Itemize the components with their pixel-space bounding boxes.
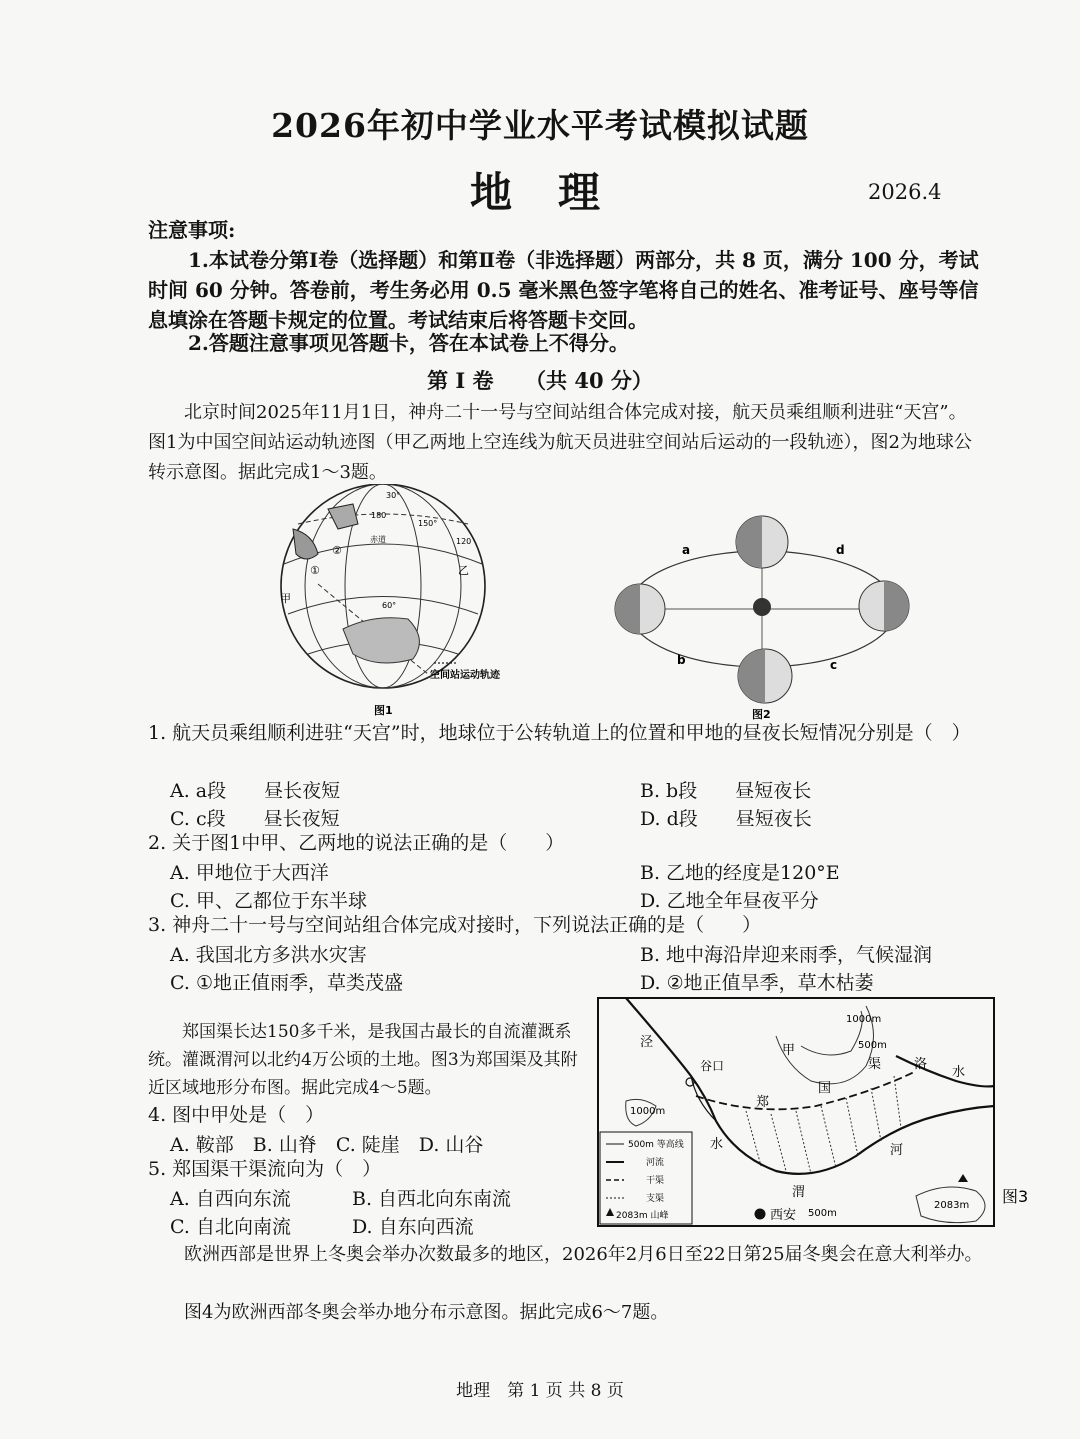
fig3-shui2: 水: [710, 1137, 724, 1152]
fig1-caption: 图1: [374, 704, 393, 716]
subject-title: 地理: [470, 168, 647, 217]
q5-option-b: B. 自西北向东南流: [352, 1188, 512, 1210]
fig3-qu: 渠: [868, 1057, 882, 1072]
q2-option-b: B. 乙地的经度是120°E: [640, 862, 840, 884]
q2-option-c: C. 甲、乙都位于东半球: [170, 890, 367, 912]
fig3-he: 河: [890, 1143, 904, 1158]
q3-option-b: B. 地中海沿岸迎来雨季，气候湿润: [640, 944, 933, 966]
intro-paragraph-1: 北京时间2025年11月1日，神舟二十一号与空间站组合体完成对接，航天员乘组顺利进驻“天宫”。图1为中国空间站运动轨迹图（甲乙两地上空连线为航天员进驻空间站后运动的一段轨迹），图2为地球公转示意图。据此完成1～3题。: [148, 402, 972, 483]
fig1-lon150: 150°: [418, 519, 438, 528]
figure-2-orbit: [602, 514, 922, 720]
fig1-lat60: 60°: [382, 601, 397, 610]
fig3-jing: 泾: [640, 1035, 654, 1050]
fig1-one: ①: [310, 564, 320, 577]
question-3-stem: 3. 神舟二十一号与空间站组合体完成对接时，下列说法正确的是（ ）: [148, 914, 762, 936]
fig3-luo: 洛: [914, 1057, 928, 1072]
q1-option-b: B. b段 昼短夜长: [640, 780, 812, 802]
fig1-lon180: 180: [371, 511, 387, 520]
fig3-1000b: 1000m: [630, 1106, 666, 1117]
fig1-lat30: 30°: [386, 491, 401, 500]
fig2-a: a: [682, 543, 691, 557]
q5-option-d: D. 自东向西流: [352, 1216, 474, 1238]
fig3-500a: 500m: [858, 1040, 887, 1051]
fig2-b: b: [677, 653, 686, 667]
intro-paragraph-2: 郑国渠长达150多千米，是我国古最长的自流灌溉系统。灌溉渭河以北约4万公顷的土地。图3为郑国渠及其附近区域地形分布图。据此完成4～5题。: [148, 1022, 578, 1098]
figure-1-globe: [258, 484, 520, 716]
question-4-stem: 4. 图中甲处是（ ）: [148, 1104, 325, 1126]
fig2-caption: 图2: [752, 708, 771, 720]
fig3-caption: 图3: [1002, 1187, 1029, 1206]
fig3-peak: 2083m: [934, 1200, 970, 1211]
fig2-c: c: [830, 658, 838, 672]
figure-3-map: [596, 996, 1042, 1230]
q2-option-a: A. 甲地位于大西洋: [170, 862, 329, 884]
notice-heading: 注意事项:: [148, 218, 236, 242]
fig3-1000a: 1000m: [846, 1014, 882, 1025]
fig1-jia: 甲: [280, 592, 291, 605]
question-2-stem: 2. 关于图1中甲、乙两地的说法正确的是（ ）: [148, 832, 565, 854]
q1-option-c: C. c段 昼长夜短: [170, 808, 340, 830]
fig2-d: d: [836, 543, 845, 557]
fig3-jia: 甲: [782, 1043, 796, 1058]
q1-option-d: D. d段 昼短夜长: [640, 808, 812, 830]
q5-option-c: C. 自北向南流: [170, 1216, 291, 1238]
fig3-gukou: 谷口: [700, 1059, 725, 1073]
question-1-stem: 1. 航天员乘组顺利进驻“天宫”时，地球位于公转轨道上的位置和甲地的昼夜长短情况分别是（ ）: [148, 722, 971, 744]
page-footer: 地理 第 1 页 共 8 页: [456, 1381, 624, 1401]
fig3-legend-main-canal: 干渠: [646, 1176, 665, 1186]
intro-paragraph-4: 图4为欧洲西部冬奥会举办地分布示意图。据此完成6～7题。: [184, 1302, 669, 1323]
fig3-legend-branch: 支渠: [646, 1194, 665, 1204]
fig1-lon120: 120: [456, 537, 472, 546]
q4-options: A. 鞍部 B. 山脊 C. 陡崖 D. 山谷: [170, 1134, 484, 1156]
fig3-legend-peak: 2083m 山峰: [616, 1211, 669, 1221]
section-heading: 第 I 卷 （共 40 分）: [427, 368, 653, 393]
fig3-shui1: 水: [952, 1065, 966, 1080]
intro-paragraph-3: 欧洲西部是世界上冬奥会举办次数最多的地区，2026年2月6日至22日第25届冬奥会在意大利举办。: [184, 1244, 983, 1265]
q2-option-d: D. 乙地全年昼夜平分: [640, 890, 819, 912]
notice-item-1: 1.本试卷分第Ⅰ卷（选择题）和第Ⅱ卷（非选择题）两部分，共 8 页，满分 100 分，考试时间 60 分钟。答卷前，考生务必用 0.5 毫米黑色签字笔将自己的姓名、准考证号、座号等信息填涂在答题卡规定的位置。考试结束后将答题卡交回。: [148, 248, 979, 332]
exam-date: 2026.4: [868, 180, 942, 204]
q5-option-a: A. 自西向东流: [170, 1188, 291, 1210]
fig3-500b: 500m: [808, 1208, 837, 1219]
page-title: 2026年初中学业水平考试模拟试题: [271, 106, 809, 145]
question-5-stem: 5. 郑国渠干渠流向为（ ）: [148, 1158, 382, 1180]
fig1-equator: 赤道: [370, 535, 386, 544]
fig3-wei: 渭: [792, 1185, 806, 1200]
fig1-two: ②: [332, 544, 342, 557]
notice-item-2: 2.答题注意事项见答题卡，答在本试卷上不得分。: [188, 331, 629, 355]
fig1-yi: 乙: [458, 564, 469, 577]
q3-option-a: A. 我国北方多洪水灾害: [170, 944, 367, 966]
q1-option-a: A. a段 昼长夜短: [170, 780, 341, 802]
fig3-guo: 国: [818, 1081, 832, 1096]
fig3-xian: 西安: [770, 1208, 797, 1223]
fig3-legend-river: 河流: [646, 1158, 665, 1168]
fig1-legend: 空间站运动轨迹: [430, 670, 500, 681]
fig3-legend-contour: 500m 等高线: [628, 1140, 684, 1150]
q3-option-d: D. ②地正值旱季，草木枯萎: [640, 972, 874, 994]
fig3-zheng: 郑: [756, 1095, 770, 1110]
q3-option-c: C. ①地正值雨季，草类茂盛: [170, 972, 403, 994]
